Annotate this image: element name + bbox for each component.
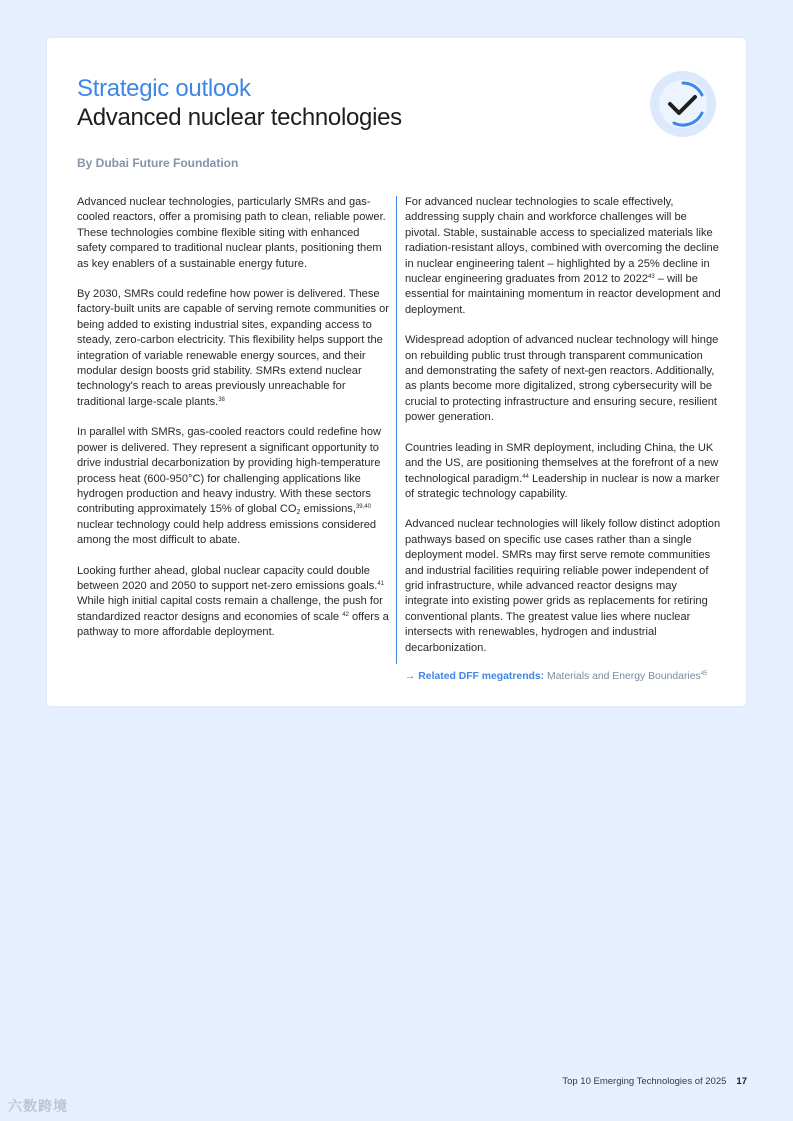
paragraph: Advanced nuclear technologies will likely follow distinct adoption pathways based on specific use cases rather than a single deployment model. SMRs may first serve remote communities and industrial facilities requiring reliable power independent of grid infrastructure, while advanced reactor designs may integrate into existing power grids as replacements for retiring conventional plants. The greatest value lies where nuclear intersects with renewables, hydrogen and industrial decarbonization. — [405, 518, 721, 654]
related-megatrends-link[interactable] — [405, 669, 723, 684]
column-divider — [396, 196, 397, 664]
footnote-ref[interactable]: 45 — [700, 670, 708, 677]
footnote-ref[interactable]: 44 — [522, 473, 529, 480]
paragraph: Looking further ahead, global nuclear capacity could double between 2020 and 2050 to support net-zero emissions goals.$^{41}$ While high initial capital costs remain a challenge, the push for standardized reactor designs and economies of scale $^{42}$ offers a pathway to more affordable deployment. — [77, 564, 389, 639]
related-label: Related DFF megatrends: — [418, 670, 545, 682]
paragraph: Countries leading in SMR deployment, including China, the UK and the US, are positioning themselves at the forefront of a new technological paradigm.$^{44}$ Leadership in nuclear is now a marker of strategic technology capability. — [405, 441, 720, 500]
byline: By Dubai Future Foundation — [77, 156, 239, 170]
footnote-ref[interactable]: 38 — [218, 396, 225, 403]
page-title: Advanced nuclear technologies — [77, 104, 402, 131]
article-card — [47, 38, 746, 706]
arrow-right-icon: → — [405, 670, 416, 682]
page-number: 17 — [736, 1076, 747, 1087]
section-kicker: Strategic outlook — [77, 75, 251, 102]
page-footer — [562, 1076, 747, 1087]
checkmark-circle-icon — [650, 71, 716, 137]
paragraph: In parallel with SMRs, gas-cooled reactors could redefine how power is delivered. They represent a significant opportunity to drive industrial decarbonization by providing high-temperature process heat (600-950°C) for challenging applications like hydrogen production and heavy industry. With these sectors contributing approximately 15% of global $CO_2$ emissions,$^{39,40}$ nuclear technology could help address emissions considered among the most difficult to abate. — [77, 426, 381, 547]
paragraph: For advanced nuclear technologies to scale effectively, addressing supply chain and workforce challenges will be pivotal. Stable, sustainable access to specialized materials like radiation-resistant alloys, combined with overcoming the decline in nuclear engineering talent – highlighted by a 25% decline in nuclear engineering graduates from 2012 to 2022$^{43}$ – will be essential for maintaining momentum in reactor development and deployment. — [405, 196, 721, 316]
paragraph: Widespread adoption of advanced nuclear technology will hinge on rebuilding public trust through transparent communication and demonstrating the safety of next-gen reactors. Additionally, as plants become more digitalized, strong cybersecurity will be crucial to protecting infrastructure and ensuring secure, resilient power generation. — [405, 334, 719, 424]
right-column — [405, 195, 723, 684]
related-value[interactable]: Materials and Energy Boundaries — [547, 670, 701, 682]
footnote-ref[interactable]: 41 — [377, 580, 385, 587]
report-title: Top 10 Emerging Technologies of 2025 — [562, 1076, 727, 1087]
footnote-ref[interactable]: 39,40 — [355, 504, 371, 511]
footnote-ref[interactable]: 42 — [342, 611, 349, 618]
left-column — [77, 195, 390, 656]
footnote-ref[interactable]: 43 — [648, 274, 655, 281]
paragraph: Advanced nuclear technologies, particularly SMRs and gas-cooled reactors, offer a promising path to clean, reliable power. These technologies combine flexible siting with enhanced safety compared to traditional nuclear plants, positioning them as key enablers of a sustainable energy future. — [77, 196, 386, 270]
watermark-logo: 六数跨境 — [8, 1098, 68, 1114]
paragraph: By 2030, SMRs could redefine how power is delivered. These factory-built units are capable of serving remote communities or being added to existing industrial sites, expanding access to steady, zero-carbon electricity. This flexibility helps support the integration of variable renewable energy sources, and their modular design boosts grid stability. SMRs extend nuclear technology's reach to areas previously unreachable for traditional large-scale plants.$^{38}$ — [77, 288, 389, 408]
